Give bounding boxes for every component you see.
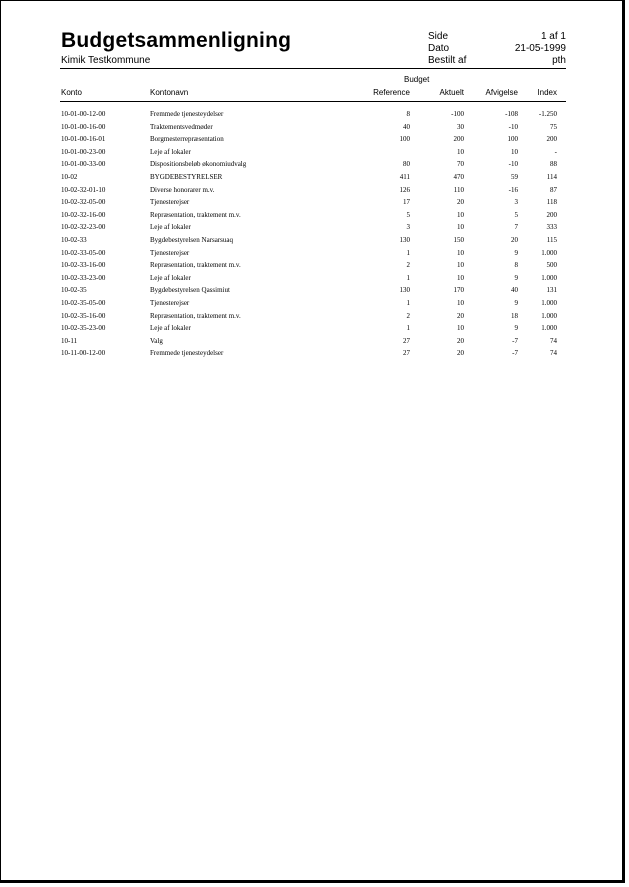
table-row [0, 234, 629, 247]
table-row [0, 297, 629, 310]
cell-reference: 27 [403, 349, 410, 358]
header-divider [60, 68, 566, 69]
cell-afvigelse: 9 [514, 273, 518, 282]
cell-reference: 27 [403, 336, 410, 345]
cell-index: 74 [550, 336, 557, 345]
cell-kontonavn: Repræsentation, traktement m.v. [150, 261, 241, 270]
cell-afvigelse: 59 [511, 172, 518, 181]
cell-index: 200 [546, 135, 557, 144]
cell-konto: 10-02-32-05-00 [61, 198, 106, 207]
cell-reference: 2 [406, 311, 410, 320]
cell-aktuelt: 10 [457, 261, 464, 270]
table-row [0, 133, 629, 146]
table-row [0, 196, 629, 209]
cell-aktuelt: 70 [457, 160, 464, 169]
cell-reference: 100 [399, 135, 410, 144]
table-row [0, 272, 629, 285]
cell-konto: 10-02-32-16-00 [61, 210, 106, 219]
cell-reference: 2 [406, 261, 410, 270]
budget-group-header: Budget [404, 75, 430, 84]
cell-afvigelse: -108 [505, 110, 518, 118]
cell-kontonavn: Repræsentation, traktement m.v. [150, 210, 241, 219]
column-header-aktuelt: Aktuelt [439, 88, 464, 97]
cell-aktuelt: 10 [457, 210, 464, 219]
cell-afvigelse: 3 [514, 198, 518, 207]
cell-afvigelse: 100 [507, 135, 518, 144]
column-header-divider [60, 101, 566, 102]
cell-reference: 40 [403, 122, 410, 131]
cell-reference: 8 [406, 110, 410, 118]
cell-konto: 10-01-00-23-00 [61, 147, 106, 156]
cell-aktuelt: 10 [457, 223, 464, 232]
cell-aktuelt: 20 [457, 198, 464, 207]
cell-reference: 17 [403, 198, 410, 207]
table-row [0, 121, 629, 134]
table-row [0, 284, 629, 297]
cell-index: 1.000 [541, 298, 557, 307]
cell-aktuelt: 10 [457, 324, 464, 333]
cell-konto: 10-02-32-23-00 [61, 223, 106, 232]
organization-name: Kimik Testkommune [61, 55, 151, 66]
cell-konto: 10-02-32-01-10 [61, 185, 106, 194]
cell-kontonavn: Diverse honorarer m.v. [150, 185, 215, 194]
cell-aktuelt: -100 [451, 110, 464, 118]
cell-aktuelt: 10 [457, 248, 464, 257]
cell-index: 75 [550, 122, 557, 131]
cell-konto: 10-11 [61, 336, 78, 345]
cell-kontonavn: Bygdebestyrelsen Narsarsuaq [150, 235, 234, 244]
cell-aktuelt: 110 [453, 185, 464, 194]
cell-kontonavn: Tjenesterejser [150, 248, 190, 257]
cell-aktuelt: 470 [453, 172, 464, 181]
cell-reference: 1 [406, 273, 410, 282]
cell-konto: 10-02-33-23-00 [61, 273, 106, 282]
cell-afvigelse: 40 [511, 286, 518, 295]
cell-kontonavn: Leje af lokaler [150, 223, 191, 232]
cell-index: 1.000 [541, 324, 557, 333]
table-row [0, 247, 629, 260]
ordered-by-value: pth [552, 55, 566, 66]
cell-kontonavn: Tjenesterejser [150, 198, 190, 207]
cell-afvigelse: 9 [514, 324, 518, 333]
cell-index: 333 [546, 223, 557, 232]
cell-kontonavn: Leje af lokaler [150, 147, 191, 156]
cell-reference: 130 [399, 235, 410, 244]
cell-afvigelse: -10 [508, 122, 518, 131]
date-value: 21-05-1999 [514, 43, 566, 54]
table-row [0, 259, 629, 272]
cell-aktuelt: 150 [453, 235, 464, 244]
cell-aktuelt: 30 [457, 122, 464, 131]
column-header-konto: Konto [61, 88, 82, 97]
cell-aktuelt: 10 [457, 273, 464, 282]
report-title: Budgetsammenligning [61, 29, 292, 52]
cell-kontonavn: Traktementsvedmøder [150, 122, 213, 131]
cell-afvigelse: 18 [511, 311, 518, 320]
cell-afvigelse: 20 [511, 235, 518, 244]
column-header-index: Index [537, 88, 557, 97]
cell-kontonavn: Borgmesterrepræsentation [150, 135, 224, 144]
cell-kontonavn: Leje af lokaler [150, 273, 191, 282]
date-label: Dato [428, 43, 450, 54]
cell-afvigelse: 5 [514, 210, 518, 219]
page-value: 1 af 1 [540, 31, 566, 42]
cell-kontonavn: BYGDEBESTYRELSER [150, 172, 223, 181]
cell-aktuelt: 200 [453, 135, 464, 144]
cell-aktuelt: 20 [457, 336, 464, 345]
cell-index: - [554, 147, 557, 156]
cell-index: 118 [546, 198, 557, 207]
cell-index: 74 [550, 349, 557, 358]
cell-index: 115 [546, 235, 557, 244]
cell-index: 88 [550, 160, 557, 169]
cell-kontonavn: Tjenesterejser [150, 298, 190, 307]
table-row [0, 158, 629, 171]
table-row [0, 322, 629, 335]
cell-afvigelse: 7 [514, 223, 518, 232]
cell-reference: 3 [406, 223, 410, 232]
column-header-afvigelse: Afvigelse [485, 88, 518, 97]
table-row [0, 146, 629, 159]
cell-afvigelse: -10 [508, 160, 518, 169]
cell-konto: 10-01-00-16-00 [61, 122, 106, 131]
cell-konto: 10-02-35-16-00 [61, 311, 106, 320]
cell-kontonavn: Leje af lokaler [150, 324, 191, 333]
cell-aktuelt: 10 [457, 298, 464, 307]
cell-konto: 10-02-33-05-00 [61, 248, 106, 257]
cell-kontonavn: Bygdebestyrelsen Qassimiut [150, 286, 230, 295]
cell-aktuelt: 10 [457, 147, 464, 156]
cell-reference: 126 [399, 185, 410, 194]
cell-index: -1.250 [538, 110, 557, 118]
cell-kontonavn: Dispositionsbeløb økonomiudvalg [150, 160, 247, 169]
page-label: Side [428, 31, 449, 42]
cell-reference: 411 [399, 172, 410, 181]
cell-konto: 10-02-33 [61, 235, 87, 244]
table-row [0, 209, 629, 222]
cell-reference: 1 [406, 298, 410, 307]
cell-afvigelse: -16 [508, 185, 518, 194]
cell-index: 200 [546, 210, 557, 219]
cell-afvigelse: 8 [514, 261, 518, 270]
cell-konto: 10-02-35-23-00 [61, 324, 106, 333]
cell-konto: 10-02-33-16-00 [61, 261, 106, 270]
table-row [0, 310, 629, 323]
table-row [0, 108, 629, 121]
table-row [0, 221, 629, 234]
cell-reference: 130 [399, 286, 410, 295]
cell-index: 1.000 [541, 248, 557, 257]
column-header-kontonavn: Kontonavn [150, 88, 189, 97]
cell-konto: 10-01-00-12-00 [61, 110, 106, 118]
cell-reference: 5 [406, 210, 410, 219]
column-header-reference: Reference [373, 88, 410, 97]
cell-index: 131 [546, 286, 557, 295]
cell-index: 87 [550, 185, 557, 194]
cell-index: 114 [546, 172, 557, 181]
cell-index: 500 [546, 261, 557, 270]
cell-kontonavn: Fremmede tjenesteydelser [150, 110, 224, 118]
cell-konto: 10-11-00-12-00 [61, 349, 106, 358]
cell-konto: 10-02-35 [61, 286, 87, 295]
cell-afvigelse: -7 [512, 336, 518, 345]
cell-reference: 80 [403, 160, 410, 169]
cell-index: 1.000 [541, 311, 557, 320]
cell-kontonavn: Fremmede tjenesteydelser [150, 349, 224, 358]
cell-index: 1.000 [541, 273, 557, 282]
cell-konto: 10-01-00-16-01 [61, 135, 106, 144]
cell-afvigelse: -7 [512, 349, 518, 358]
budget-table [0, 108, 629, 360]
cell-konto: 10-01-00-33-00 [61, 160, 106, 169]
cell-reference: 1 [406, 248, 410, 257]
table-row [0, 171, 629, 184]
table-row [0, 184, 629, 197]
table-row [0, 347, 629, 360]
cell-reference: 1 [406, 324, 410, 333]
cell-afvigelse: 9 [514, 248, 518, 257]
cell-afvigelse: 10 [511, 147, 518, 156]
cell-aktuelt: 170 [453, 286, 464, 295]
cell-konto: 10-02-35-05-00 [61, 298, 106, 307]
cell-kontonavn: Valg [150, 336, 163, 345]
cell-kontonavn: Repræsentation, traktement m.v. [150, 311, 241, 320]
cell-afvigelse: 9 [514, 298, 518, 307]
cell-konto: 10-02 [61, 172, 78, 181]
table-row [0, 335, 629, 348]
cell-aktuelt: 20 [457, 311, 464, 320]
cell-aktuelt: 20 [457, 349, 464, 358]
ordered-by-label: Bestilt af [428, 55, 467, 66]
